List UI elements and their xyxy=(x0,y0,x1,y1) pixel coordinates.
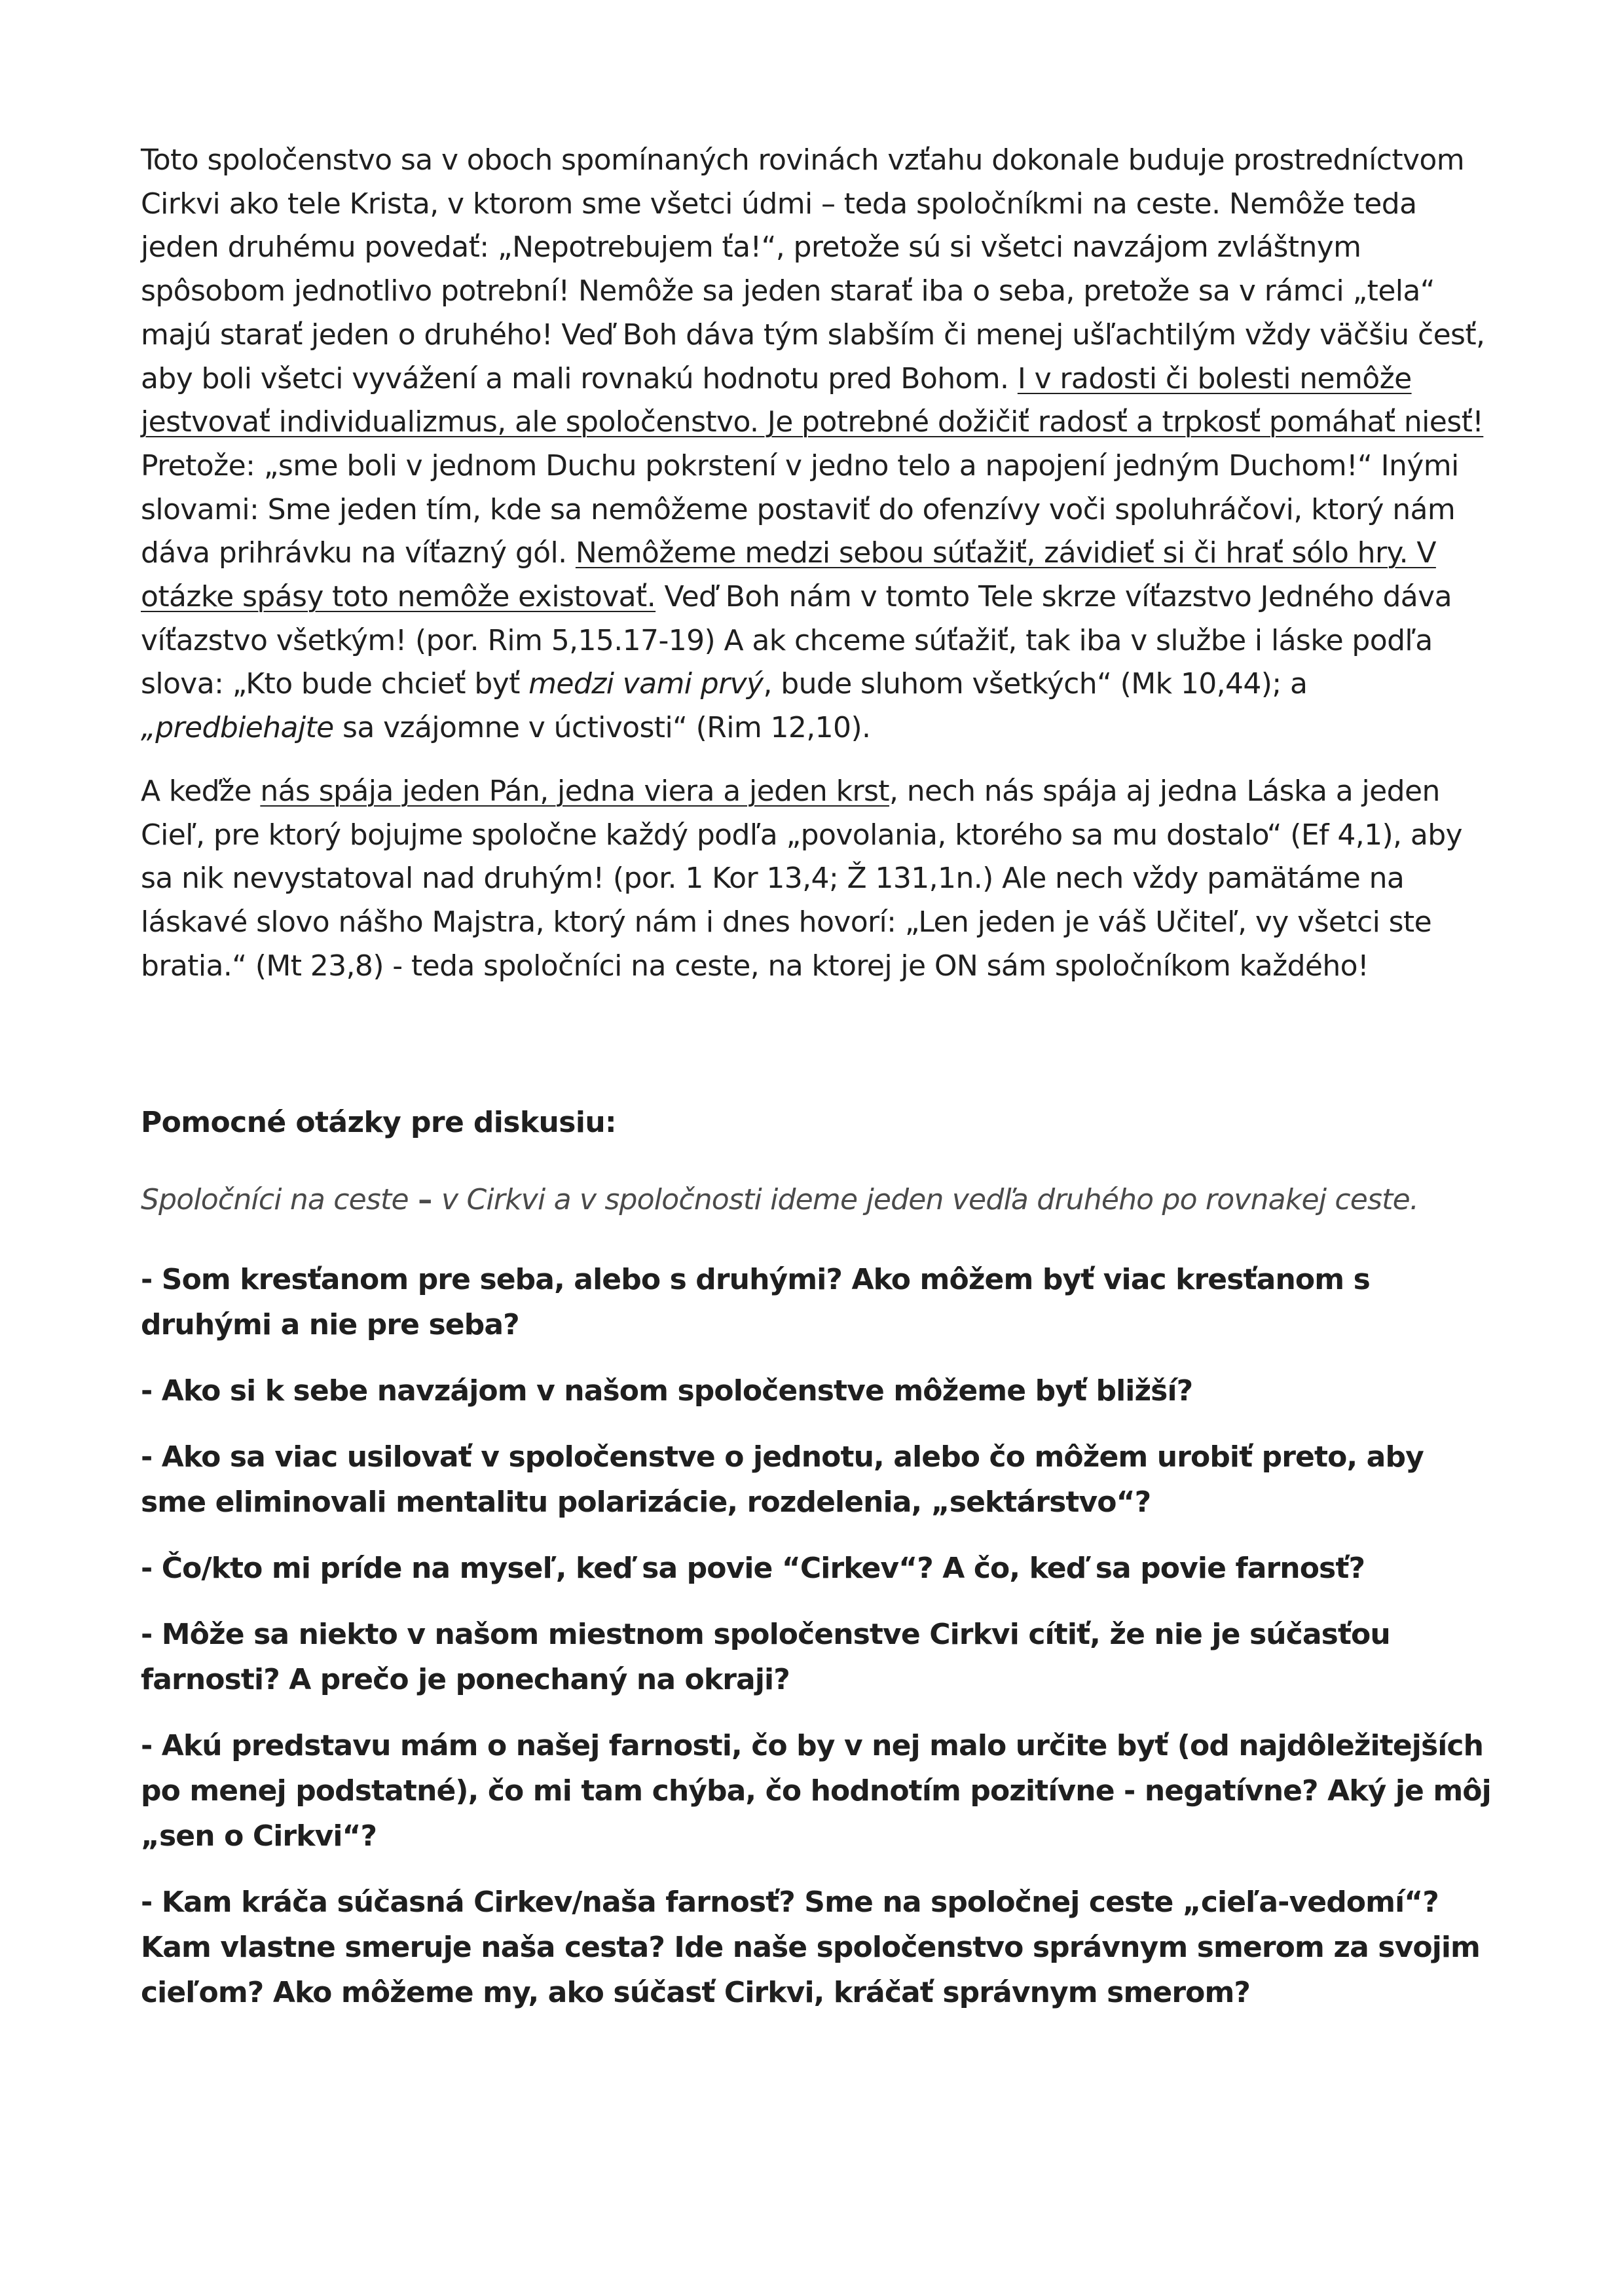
question-item: - Ako sa viac usilovať v spoločenstve o jednotu, alebo čo môžem urobiť preto, aby sme eliminovali mentalitu polarizácie, rozdelenia, „sektárstvo“? xyxy=(141,1440,1424,1519)
paragraph-1 xyxy=(141,139,1496,750)
question-item: - Ako si k sebe navzájom v našom spoločenstve môžeme byť bližší? xyxy=(141,1374,1193,1408)
paragraph-1-italic-b: „predbiehajte xyxy=(141,711,334,745)
paragraph-1-underlined-a: I v radosti či bolesti nemôže jestvovať individualizmus, ale spoločenstvo. Je potrebné dožičiť radosť a trpkosť pomáhať niesť! xyxy=(141,361,1484,439)
question-item: - Čo/kto mi príde na myseľ, keď sa povie “Cirkev“? A čo, keď sa povie farnosť? xyxy=(141,1552,1365,1585)
discussion-heading: Pomocné otázky pre diskusiu: xyxy=(141,1106,617,1139)
paragraph-1-underlined-b: Nemôžeme medzi sebou súťažiť, závidieť si či hrať sólo hry. V otázke spásy toto nemôže existovať. xyxy=(141,536,1436,614)
question-item: - Kam kráča súčasná Cirkev/naša farnosť? Sme na spoločnej ceste „cieľa-vedomí“? Kam vlastne smeruje naša cesta? Ide naše spoločenstvo správnym smerom za svojim cieľom? Ako môžeme my, ako súčasť Cirkvi, kráčať správnym smerom? xyxy=(141,1886,1481,2009)
discussion-subtitle-a: Spoločníci na ceste xyxy=(141,1183,409,1216)
question-item: - Môže sa niekto v našom miestnom spoločenstve Cirkvi cítiť, že nie je súčasťou farnosti? A prečo je ponechaný na okraji? xyxy=(141,1618,1390,1696)
question-item: - Som kresťanom pre seba, alebo s druhými? Ako môžem byť viac kresťanom s druhými a nie pre seba? xyxy=(141,1263,1370,1341)
discussion-subtitle-b: v Cirkvi a v spoločnosti ideme jeden vedľa druhého po rovnakej ceste. xyxy=(441,1183,1419,1216)
paragraph-1-text-a: Toto spoločenstvo sa v oboch spomínaných rovinách vzťahu dokonale buduje prostredníctvom Cirkvi ako tele Krista, v ktorom sme všetci údmi – teda spoločníkmi na ceste. Nemôže teda jeden druhému povedať: „Nepotrebujem ťa!“, pretože sú si všetci navzájom zvláštnym spôsobom jednotlivo potrební! Nemôže sa jeden starať iba o seba, pretože sa v rámci „tela“ majú starať jeden o druhého! Veď Boh dáva tým slabším či menej ušľachtilým vždy väčšiu česť, aby boli všetci vyvážení a mali rovnakú hodnotu pred Bohom. xyxy=(141,143,1485,395)
paragraph-2-text-a: A keďže xyxy=(141,774,261,808)
paragraph-1-italic-a: medzi vami prvý xyxy=(528,667,764,701)
question-item: - Akú predstavu mám o našej farnosti, čo by v nej malo určite byť (od najdôležitejších po menej podstatné), čo mi tam chýba, čo hodnotím pozitívne - negatívne? Aký je môj „sen o Cirkvi“? xyxy=(141,1729,1491,1853)
paragraph-1-text-e: sa vzájomne v úctivosti“ (Rim 12,10). xyxy=(333,711,871,745)
discussion-questions xyxy=(141,1257,1496,2036)
discussion-subtitle xyxy=(141,1178,1418,1222)
body-text xyxy=(141,139,1496,988)
paragraph-1-text-b: Pretože: „sme boli v jednom Duchu pokrstení v jedno telo a napojení jedným Duchom!“ Inými slovami: Sme jeden tím, kde sa nemôžeme postaviť do ofenzívy voči spoluhráčovi, ktorý nám dáva prihrávku na víťazný gól. xyxy=(141,448,1459,570)
discussion-subtitle-dash: – xyxy=(408,1183,442,1216)
paragraph-2-text-b: , nech nás spája aj jedna Láska a jeden Cieľ, pre ktorý bojujme spoločne každý podľa „povolania, ktorého sa mu dostalo“ (Ef 4,1), aby sa nik nevystatoval nad druhým! (por. 1 Kor 13,4; Ž 131,1n.) Ale nech vždy pamätáme na láskavé slovo nášho Majstra, ktorý nám i dnes hovorí: „Len jeden je váš Učiteľ, vy všetci ste bratia.“ (Mt 23,8) - teda spoločníci na ceste, na ktorej je ON sám spoločníkom každého! xyxy=(141,774,1462,983)
paragraph-1-text-d: , bude sluhom všetkých“ (Mk 10,44); a xyxy=(763,667,1308,701)
paragraph-2-underlined: nás spája jeden Pán, jedna viera a jeden krst xyxy=(260,774,889,808)
paragraph-1-text-c: Veď Boh nám v tomto Tele skrze víťazstvo Jedného dáva víťazstvo všetkým! (por. Rim 5,15.17-19) A ak chceme súťažiť, tak iba v službe i láske podľa slova: „Kto bude chcieť byť xyxy=(141,580,1452,701)
paragraph-2 xyxy=(141,770,1496,989)
